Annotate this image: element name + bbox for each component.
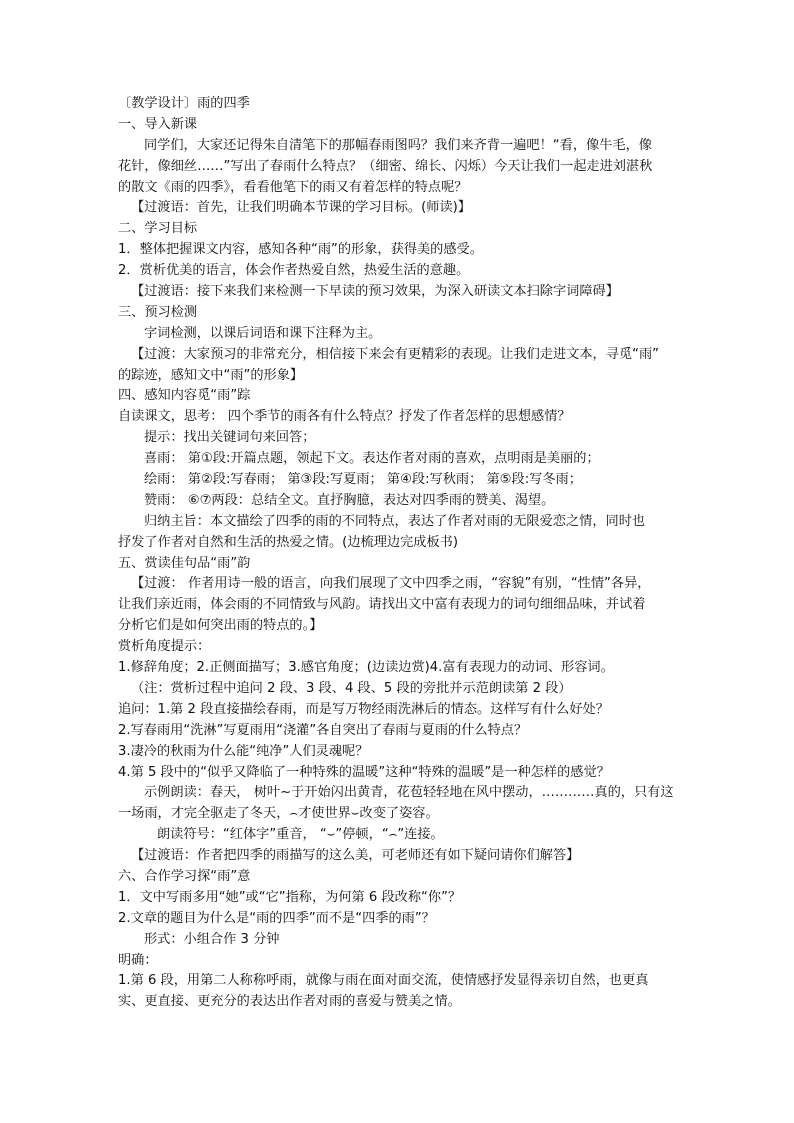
list-item: 1．整体把握课文内容，感知各种“雨”的形象，获得美的感受。 xyxy=(118,242,483,258)
transition-line: 【过渡语：首先，让我们明确本节课的学习目标。(师读)】 xyxy=(131,200,471,216)
transition-line: 【过渡语：作者把四季的雨描写的这么美，可老师还有如下疑问请你们解答】 xyxy=(131,848,580,864)
section-heading: 二、学习目标 xyxy=(118,221,198,237)
paragraph-line: 4.第 5 段中的“似乎又降临了一种特殊的温暖”这种“特殊的温暖”是一种怎样的感觉？ xyxy=(118,764,610,780)
paragraph-line: （注：赏析过程中追问 2 段、3 段、4 段、5 段的旁批并示范朗读第 2 段） xyxy=(131,680,572,696)
section-heading: 四、感知内容觅“雨”踪 xyxy=(118,388,251,404)
paragraph-line: 一场雨，才完全驱走了冬天，⌢才使世界⌣改变了姿容。 xyxy=(118,806,439,822)
paragraph-line: 赞雨： ⑥⑦两段：总结全文。直抒胸臆，表达对四季雨的赞美、渴望。 xyxy=(144,492,555,508)
transition-line: 【过渡：大家预习的非常充分，相信接下来会有更精彩的表现。让我们走进文本，寻觅“雨” xyxy=(131,346,659,362)
paragraph-line: 1.修辞角度；2.正侧面描写；3.感官角度；(边读边赏)4.富有表现力的动词、形容词。 xyxy=(118,660,614,676)
paragraph-line: 提示：找出关键词句来回答； xyxy=(144,430,316,446)
paragraph-line: 2.写春雨用“洗淋”写夏雨用“浇灌”各自突出了春雨与夏雨的什么特点？ xyxy=(118,722,528,738)
list-item: 2.文章的题目为什么是“雨的四季”而不是“四季的雨”？ xyxy=(118,910,435,926)
transition-line: 【过渡： 作者用诗一般的语言，向我们展现了文中四季之雨，“容貌”有别，“性情”各异， xyxy=(131,576,651,592)
paragraph-line: 3.凄冷的秋雨为什么能“纯净”人们灵魂呢？ xyxy=(118,743,369,759)
paragraph-line: 朗读符号：“红体字”重音， “⌣”停顿，“⌢”连接。 xyxy=(157,827,444,843)
paragraph-line: 实、更直接、更充分的表达出作者对雨的喜爱与赞美之情。 xyxy=(118,994,461,1010)
section-heading: 六、合作学习探“雨”意 xyxy=(118,868,251,884)
paragraph-line: 追问：1.第 2 段直接描绘春雨，而是写万物经雨洗淋后的情态。这样写有什么好处？ xyxy=(118,701,609,717)
list-item: 1．文中写雨多用“她”或“它”指称，为何第 6 段改称“你”？ xyxy=(118,889,462,905)
transition-line: 【过渡语：接下来我们来检测一下早读的预习效果，为深入研读文本扫除字词障碍】 xyxy=(131,284,619,300)
paragraph-line: 自读课文，思考： 四个季节的雨各有什么特点？抒发了作者怎样的思想感情？ xyxy=(118,409,571,425)
paragraph-line: 让我们亲近雨，体会雨的不同情致与风韵。请找出文中富有表现力的词句细细品味，并试着 xyxy=(118,597,646,613)
paragraph-line: 喜雨： 第①段:开篇点题，领起下文。表达作者对雨的喜欢，点明雨是美丽的； xyxy=(144,451,600,467)
paragraph-line: 同学们，大家还记得朱自清笔下的那幅春雨图吗？我们来齐背一遍吧！“看，像牛毛，像 xyxy=(144,137,652,153)
list-item: 2．赏析优美的语言，体会作者热爱自然，热爱生活的意趣。 xyxy=(118,263,470,279)
paragraph-line: 赏析角度提示： xyxy=(118,639,211,655)
paragraph-line: 的散文《雨的四季》，看看他笔下的雨又有着怎样的特点呢？ xyxy=(118,179,468,195)
doc-title: 〔教学设计〕雨的四季 xyxy=(118,96,250,111)
paragraph-line: 明确： xyxy=(118,952,158,968)
section-heading: 一、导入新课 xyxy=(118,116,198,132)
paragraph-line: 分析它们是如何突出雨的特点的。】 xyxy=(118,618,323,634)
paragraph-line: 归纳主旨：本文描绘了四季的雨的不同特点，表达了作者对雨的无限爱恋之情，同时也 xyxy=(144,513,646,529)
paragraph-line: 花针，像细丝……”写出了春雨什么特点？（细密、绵长、闪烁）今天让我们一起走进刘湛秋 xyxy=(118,158,653,174)
paragraph-line: 字词检测，以课后词语和课下注释为主。 xyxy=(144,325,382,341)
paragraph-line: 绘雨： 第②段:写春雨； 第③段:写夏雨； 第④段:写秋雨； 第⑤段:写冬雨； xyxy=(144,472,582,488)
paragraph-line: 形式：小组合作 3 分钟 xyxy=(144,931,280,947)
section-heading: 五、赏读佳句品“雨”韵 xyxy=(118,555,251,571)
paragraph-line: 1.第 6 段，用第二人称称呼雨，就像与雨在面对面交流，使情感抒发显得亲切自然，也更真 xyxy=(118,973,649,989)
section-heading: 三、预习检测 xyxy=(118,304,198,320)
paragraph-line: 示例朗读：春天， 树叶~于开始闪出黄青，花苞轻轻地在风中摆动，…………真的，只有这 xyxy=(144,785,674,801)
lesson-plan-body xyxy=(118,94,678,1013)
paragraph-line: 的踪迹，感知文中“雨”的形象】 xyxy=(118,367,304,383)
paragraph-line: 抒发了作者对自然和生活的热爱之情。(边梳理边完成板书) xyxy=(118,534,458,550)
